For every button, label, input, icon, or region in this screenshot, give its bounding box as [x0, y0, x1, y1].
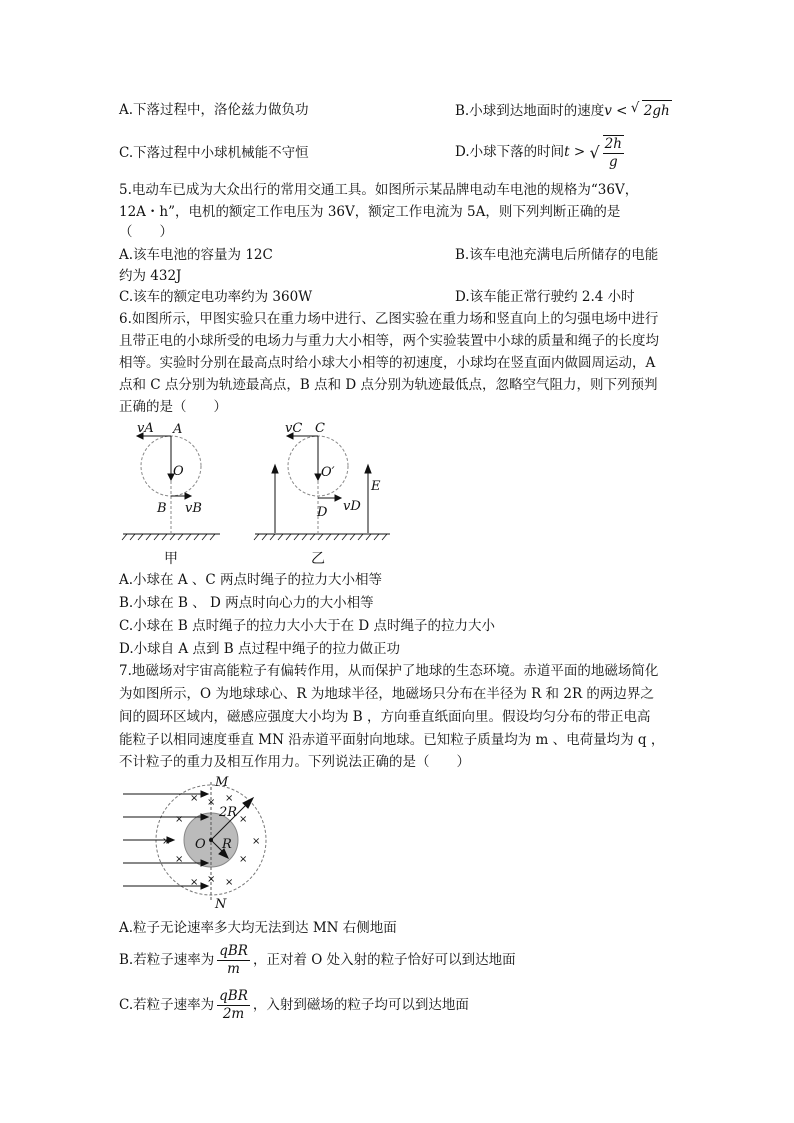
svg-text:×: × [239, 854, 248, 865]
label-o: O [195, 837, 206, 852]
q7-option-b-frac [217, 943, 250, 978]
q5-stem-1: 5.电动车已成为大众出行的常用交通工具。如图所示某品牌电动车电池的规格为“36V， [119, 182, 639, 198]
q4-option-b-text: B.小球到达地面时的速度 [455, 103, 605, 119]
q7-option-c-suffix: ，入射到磁场的粒子均可以到达地面 [252, 997, 469, 1013]
q5-option-c: C.该车的额定电功率约为 360W [119, 289, 313, 305]
q4-option-d-text: D.小球下落的时间 [455, 144, 565, 160]
svg-text:×: × [175, 854, 184, 865]
q6-stem-4: 点和 C 点分别为轨迹最高点，B 点和 D 点分别为轨迹最低点，忽略空气阻力，则下列预判 [119, 377, 658, 393]
svg-text:×: × [239, 814, 248, 825]
q4-option-d [455, 128, 627, 177]
label-d: D [317, 505, 328, 520]
label-va: vA [137, 421, 154, 436]
q7-option-b [119, 940, 516, 980]
q6-stem-1: 6.如图所示，甲图实验只在重力场中进行、乙图实验在重力场和竖直向上的匀强电场中进行 [119, 311, 659, 327]
q4-option-d-num: 2h [604, 135, 622, 152]
q4-option-c: C.下落过程中小球机械能不守恒 [119, 145, 309, 161]
q4-option-d-den: g [608, 153, 618, 170]
q4-option-a: A.下落过程中，洛伦兹力做负功 [119, 102, 309, 118]
label-vb: vB [185, 501, 202, 516]
svg-text:×: × [162, 836, 171, 847]
q5-stem-3: （ ） [119, 224, 173, 240]
q7-stem-5: 不计粒子的重力及相互作用力。下列说法正确的是（ ） [119, 754, 470, 770]
q4-option-b-root: √ 2gh [642, 100, 672, 121]
q7-option-b-suffix: ，正对着 O 处入射的粒子恰好可以到达地面 [252, 952, 516, 968]
q5-option-b: B.该车电池充满电后所储存的电能 [455, 247, 659, 263]
q7-option-b-text: B.若粒子速率为 [119, 952, 215, 968]
q7-option-c-frac [217, 988, 250, 1023]
q7-stem-4: 能粒子以相同速度垂直 MN 沿赤道平面射向地球。已知粒子质量均为 m 、电荷量均为 q ， [119, 732, 665, 748]
q4-option-d-frac [603, 135, 624, 171]
q5-option-b-cont: 约为 432J [119, 268, 182, 284]
svg-text:×: × [225, 877, 234, 888]
q4-option-d-expr: t > [564, 144, 590, 160]
q4-option-b-expr: v < [604, 103, 632, 119]
svg-text:×: × [207, 797, 216, 808]
svg-text:×: × [175, 814, 184, 825]
label-2r: 2R [219, 805, 238, 820]
svg-text:×: × [207, 874, 216, 885]
label-m: M [215, 775, 229, 790]
label-b: B [157, 501, 167, 516]
q7-stem-2: 为如图所示，O 为地球球心、R 为地球半径，地磁场只分布在半径为 R 和 2R 的两边界之 [119, 686, 654, 702]
q7-option-c-den: 2m [222, 1006, 245, 1022]
label-n: N [215, 897, 227, 910]
svg-text:×: × [252, 836, 261, 847]
q7-figure [115, 772, 275, 910]
q6-option-a: A.小球在 A 、C 两点时绳子的拉力大小相等 [119, 572, 382, 588]
q7-option-c-num: qBR [219, 988, 248, 1004]
q7-option-b-den: m [227, 961, 240, 977]
q5-stem-2: 12A・h”，电机的额定工作电压为 36V，额定工作电流为 5A，则下列判断正确的是 [119, 204, 621, 220]
q6-figure [115, 418, 395, 568]
label-o-prime: O′ [321, 465, 335, 480]
q7-stem-3: 间的圆环区域内，磁感应强度大小均为 B ，方向垂直纸面向里。假设均匀分布的带正电高 [119, 709, 651, 725]
label-e: E [371, 479, 381, 494]
q7-option-a: A.粒子无论速率多大均无法到达 MN 右侧地面 [119, 920, 397, 936]
label-vc: vC [285, 421, 303, 436]
svg-text:×: × [190, 877, 199, 888]
label-r: R [222, 837, 232, 852]
q7-option-b-num: qBR [219, 943, 248, 959]
q5-option-a: A.该车电池的容量为 12C [119, 247, 273, 263]
q4-option-b [455, 100, 672, 121]
q7-stem-1: 7.地磁场对宇宙高能粒子有偏转作用，从而保护了地球的生态环境。赤道平面的地磁场简化 [119, 663, 659, 679]
q7-option-c-text: C.若粒子速率为 [119, 997, 215, 1013]
q6-option-c: C.小球在 B 点时绳子的拉力大小大于在 D 点时绳子的拉力大小 [119, 618, 496, 634]
q6-option-d: D.小球自 A 点到 B 点过程中绳子的拉力做正功 [119, 641, 400, 657]
q6-option-b: B.小球在 B 、 D 两点时向心力的大小相等 [119, 595, 374, 611]
label-jia: 甲 [164, 551, 178, 567]
q6-stem-5: 正确的是（ ） [119, 399, 227, 415]
sqrt-sign-icon: √ [589, 142, 600, 162]
q5-option-d: D.该车能正常行驶约 2.4 小时 [455, 289, 635, 305]
svg-text:×: × [225, 793, 234, 804]
q6-stem-3: 相等。实验时分别在最高点时给小球大小相等的初速度，小球均在竖直面内做圆周运动，A [119, 355, 656, 371]
label-yi: 乙 [311, 551, 325, 567]
label-c: C [315, 421, 325, 436]
svg-text:×: × [190, 793, 199, 804]
q6-stem-2: 且带正电的小球所受的电场力与重力大小相等，两个实验装置中小球的质量和绳子的长度均 [119, 333, 659, 349]
label-a: A [173, 422, 183, 437]
q7-option-c [119, 985, 469, 1025]
label-vd: vD [343, 499, 361, 514]
label-o: O [173, 464, 184, 479]
